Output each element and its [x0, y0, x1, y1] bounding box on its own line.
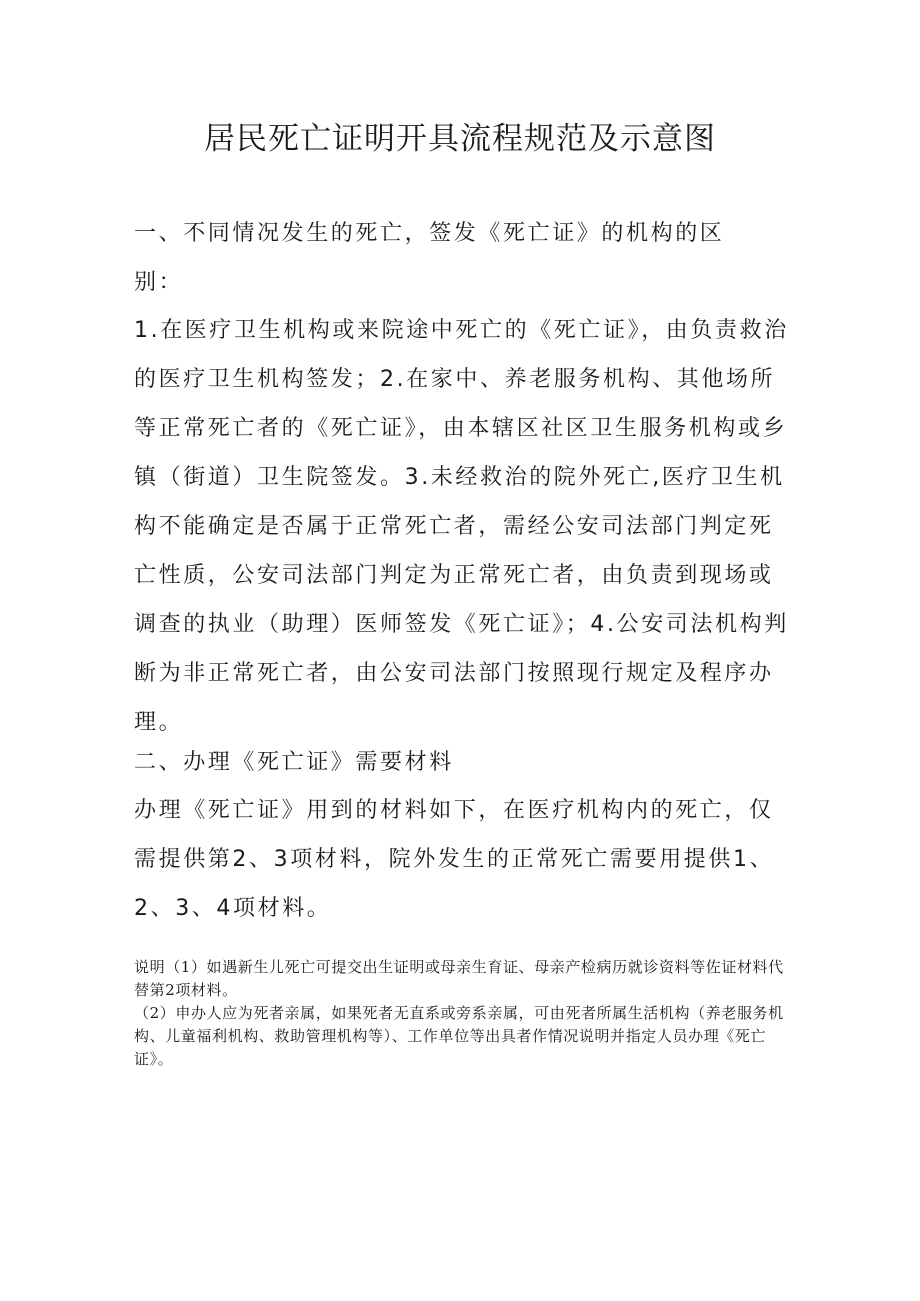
section-2-body: 办理《死亡证》用到的材料如下，在医疗机构内的死亡，仅需提供第2、3项材料，院外发生的正常死亡需要用提供1、2、3、4项材料。 — [134, 798, 775, 921]
notes-block — [134, 956, 794, 1071]
section-1-body: 1.在医疗卫生机构或来院途中死亡的《死亡证》，由负责救治的医疗卫生机构签发；2.在家中、养老服务机构、其他场所等正常死亡者的《死亡证》，由本辖区社区卫生服务机构或乡镇（街道）卫生院签发。3.未经救治的院外死亡,医疗卫生机构不能确定是否属于正常死亡者，需经公安司法部门判定死亡性质，公安司法部门判定为正常死亡者，由负责到现场或调查的执业（助理）医师签发《死亡证》；4.公安司法机构判断为非正常死亡者，由公安司法部门按照现行规定及程序办理。 — [134, 318, 789, 735]
note-2: （2）申办人应为死者亲属，如果死者无直系或旁系亲属，可由死者所属生活机构（养老服务机构、儿童福利机构、救助管理机构等）、工作单位等出具者作情况说明并指定人员办理《死亡证》。 — [134, 1004, 784, 1068]
section-2-heading: 二、办理《死亡证》需要材料 — [134, 750, 454, 775]
note-1: 说明（1）如遇新生儿死亡可提交出生证明或母亲生育证、母亲产检病历就诊资料等佐证材料代替第2项材料。 — [134, 958, 784, 999]
document-title: 居民死亡证明开具流程规范及示意图 — [204, 121, 716, 157]
section-1-heading: 一、不同情况发生的死亡，签发《死亡证》的机构的区别： — [134, 221, 725, 295]
